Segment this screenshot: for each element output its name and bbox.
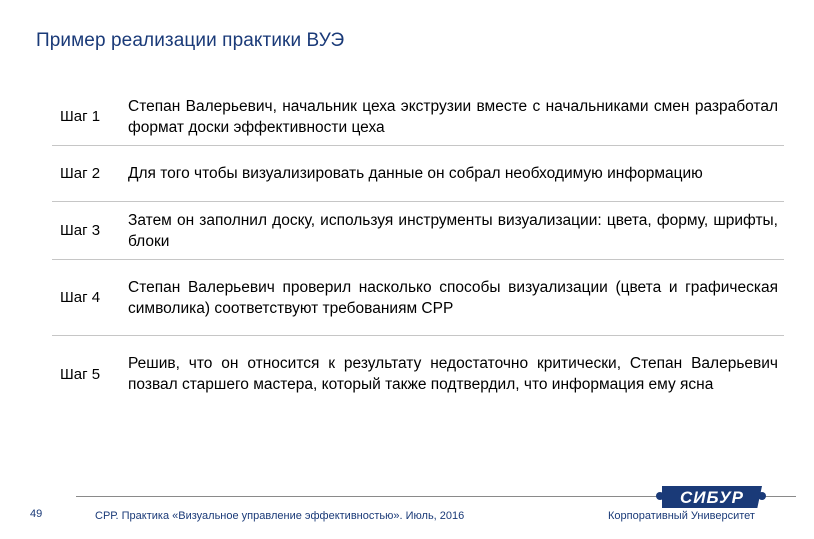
step-label: Шаг 4 xyxy=(60,289,101,306)
step-row xyxy=(52,88,784,146)
step-row xyxy=(52,146,784,202)
step-row xyxy=(52,202,784,260)
footer-divider xyxy=(76,496,660,497)
step-label: Шаг 1 xyxy=(60,108,101,125)
sibur-logo xyxy=(662,486,762,508)
step-row xyxy=(52,260,784,336)
step-text: Для того чтобы визуализировать данные он собрал необходимую информацию xyxy=(128,165,703,182)
footer-divider-right xyxy=(764,496,796,497)
steps-list xyxy=(52,88,784,412)
step-row xyxy=(52,336,784,412)
step-text: Затем он заполнил доску, используя инструменты визуализации: цвета, форму, шрифты, блоки xyxy=(128,211,778,250)
footer-organization: Корпоративный Университет xyxy=(608,510,755,522)
step-label: Шаг 2 xyxy=(60,165,101,182)
footer-caption: СРР. Практика «Визуальное управление эффективностью». Июль, 2016 xyxy=(95,510,465,522)
step-text: Степан Валерьевич проверил насколько способы визуализации (цвета и графическая символика) соответствуют требованиям СРР xyxy=(128,278,778,317)
page-number: 49 xyxy=(30,508,43,520)
step-label: Шаг 5 xyxy=(60,365,101,383)
step-text: Степан Валерьевич, начальник цеха экструзии вместе с начальниками смен разработал формат доски эффективности цеха xyxy=(128,97,778,136)
logo-dot-icon xyxy=(758,492,766,500)
step-label: Шаг 3 xyxy=(60,222,101,239)
slide-title: Пример реализации практики ВУЭ xyxy=(36,30,345,51)
step-text: Решив, что он относится к результату недостаточно критически, Степан Валерьевич позвал старшего мастера, который также подтвердил, что информация ему ясна xyxy=(128,355,778,393)
logo-text: СИБУР xyxy=(680,488,744,507)
